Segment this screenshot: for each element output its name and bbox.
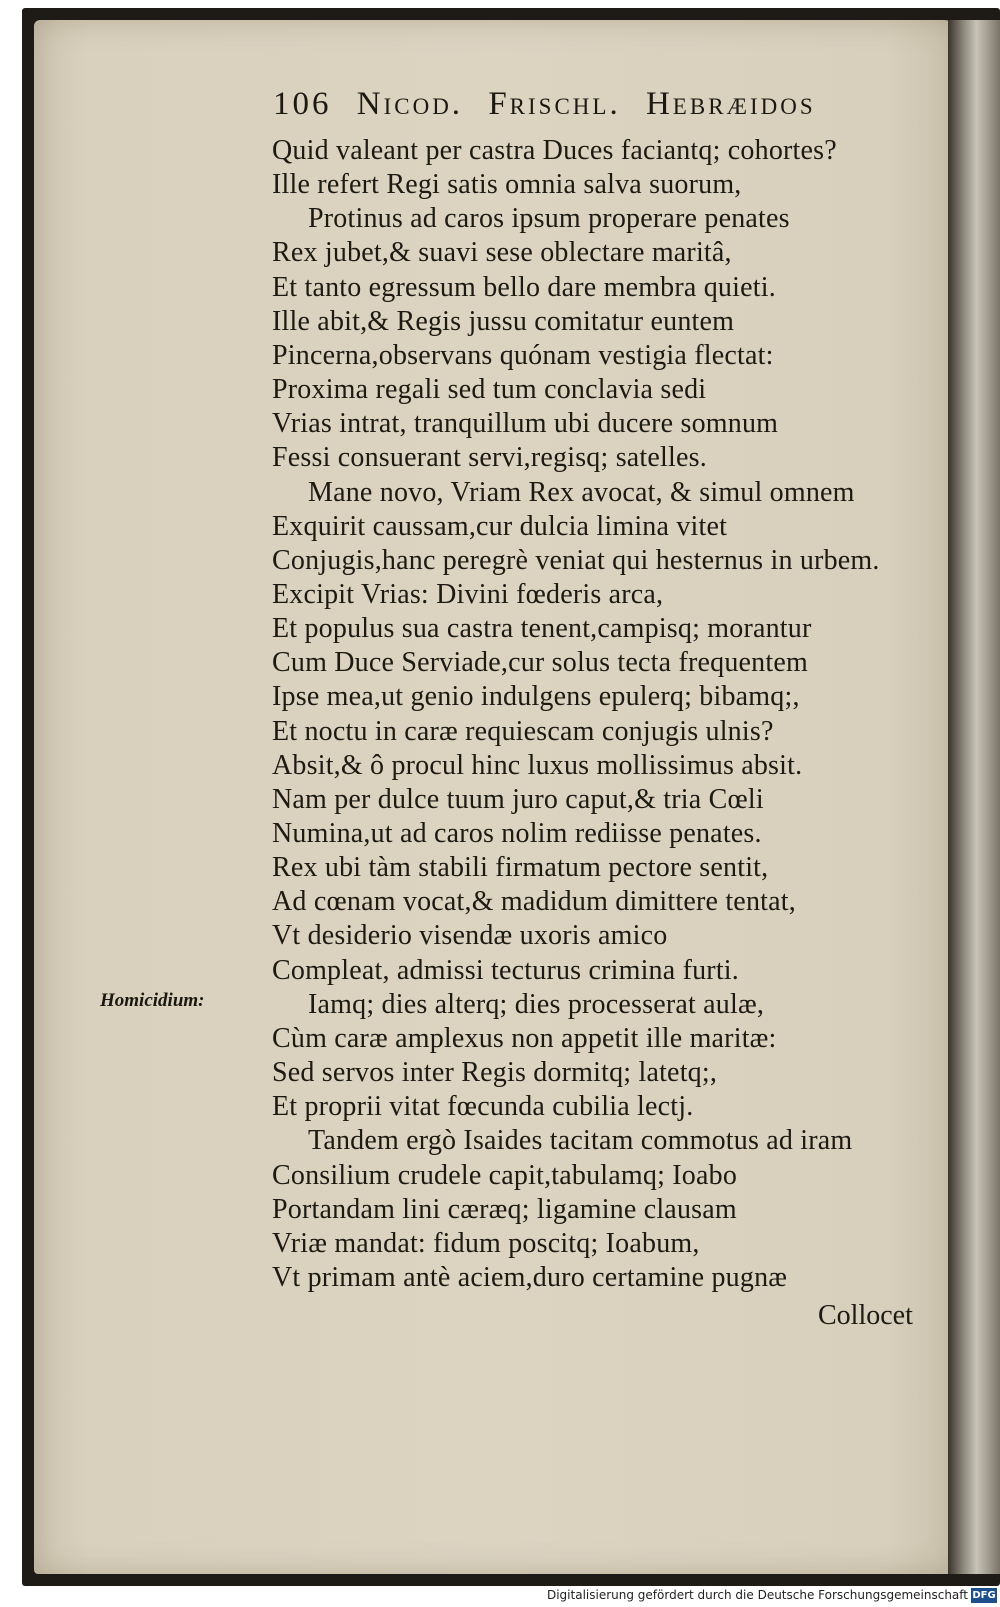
- verse-line: Mane novo, Vriam Rex avocat, & simul omnem: [308, 477, 855, 508]
- verse-line: Ad cœnam vocat,& madidum dimittere tentat,: [272, 886, 796, 917]
- verse-line: Portandam lini cæræq; ligamine clausam: [272, 1194, 737, 1225]
- verse-line: Nam per dulce tuum juro caput,& tria Cœli: [272, 784, 764, 815]
- verse-line: Et proprii vitat fœcunda cubilia lectj.: [272, 1091, 694, 1122]
- verse-line: Numina,ut ad caros nolim rediisse penates.: [272, 818, 762, 849]
- footer-credit: Digitalisierung gefördert durch die Deutsche Forschungsgemeinschaft: [546, 1588, 968, 1602]
- verse-line: Vt desiderio visendæ uxoris amico: [272, 920, 668, 951]
- verse-line: Cùm caræ amplexus non appetit ille maritæ:: [272, 1023, 777, 1054]
- running-title-author-2: Frischl.: [488, 86, 621, 122]
- verse-line: Vt primam antè aciem,duro certamine pugnæ: [272, 1262, 788, 1293]
- verse-line: Compleat, admissi tecturus crimina furti.: [272, 955, 739, 986]
- page-number: 106: [273, 86, 332, 122]
- verse-line: Sed servos inter Regis dormitq; latetq;,: [272, 1057, 718, 1088]
- verse-line: Fessi consuerant servi,regisq; satelles.: [272, 442, 707, 473]
- verse-line: Absit,& ô procul hinc luxus mollissimus absit.: [272, 750, 803, 781]
- dfg-logo: DFG: [972, 1590, 996, 1601]
- verse-line: Proxima regali sed tum conclavia sedi: [272, 374, 707, 405]
- verse-line: Conjugis,hanc peregrè veniat qui hesternus in urbem.: [272, 545, 880, 576]
- running-title-author-1: Nicod.: [356, 86, 464, 122]
- verse-line: Vrias intrat, tranquillum ubi ducere somnum: [272, 408, 779, 439]
- marginal-note: Homicidium:: [100, 990, 205, 1011]
- verse-line: Consilium crudele capit,tabulamq; Ioabo: [272, 1160, 738, 1191]
- verse-line: Excipit Vrias: Divini fœderis arca,: [272, 579, 664, 610]
- verse-line: Pincerna,observans quónam vestigia flectat:: [272, 340, 774, 371]
- verse-line: Ille abit,& Regis jussu comitatur euntem: [272, 306, 735, 337]
- verse-line: Rex ubi tàm stabili firmatum pectore sentit,: [272, 852, 769, 883]
- running-title-work: Hebræidos: [645, 86, 816, 122]
- verse-line: Et noctu in caræ requiescam conjugis ulnis?: [272, 716, 774, 747]
- verse-line: Protinus ad caros ipsum properare penates: [308, 203, 790, 234]
- verse-line: Quid valeant per castra Duces faciantq; cohortes?: [272, 135, 837, 166]
- verse-line: Ille refert Regi satis omnia salva suorum,: [272, 169, 742, 200]
- verse-line: Iamq; dies alterq; dies processerat aulæ,: [308, 989, 765, 1020]
- verse-line: Rex jubet,& suavi sese oblectare maritâ,: [272, 237, 732, 268]
- running-head: [273, 86, 933, 130]
- verse-line: Et tanto egressum bello dare membra quieti.: [272, 272, 776, 303]
- verse-line: Ipse mea,ut genio indulgens epulerq; bibamq;,: [272, 681, 800, 712]
- verse-line: Vriæ mandat: fidum poscitq; Ioabum,: [272, 1228, 700, 1259]
- verse-line: Et populus sua castra tenent,campisq; morantur: [272, 613, 812, 644]
- verse-line: Tandem ergò Isaides tacitam commotus ad iram: [308, 1125, 853, 1156]
- catchword: Collocet: [818, 1300, 913, 1331]
- verse-line: Exquirit caussam,cur dulcia limina vitet: [272, 511, 728, 542]
- book-spine-edge: [948, 20, 1000, 1574]
- verse-line: Cum Duce Serviade,cur solus tecta frequentem: [272, 647, 808, 678]
